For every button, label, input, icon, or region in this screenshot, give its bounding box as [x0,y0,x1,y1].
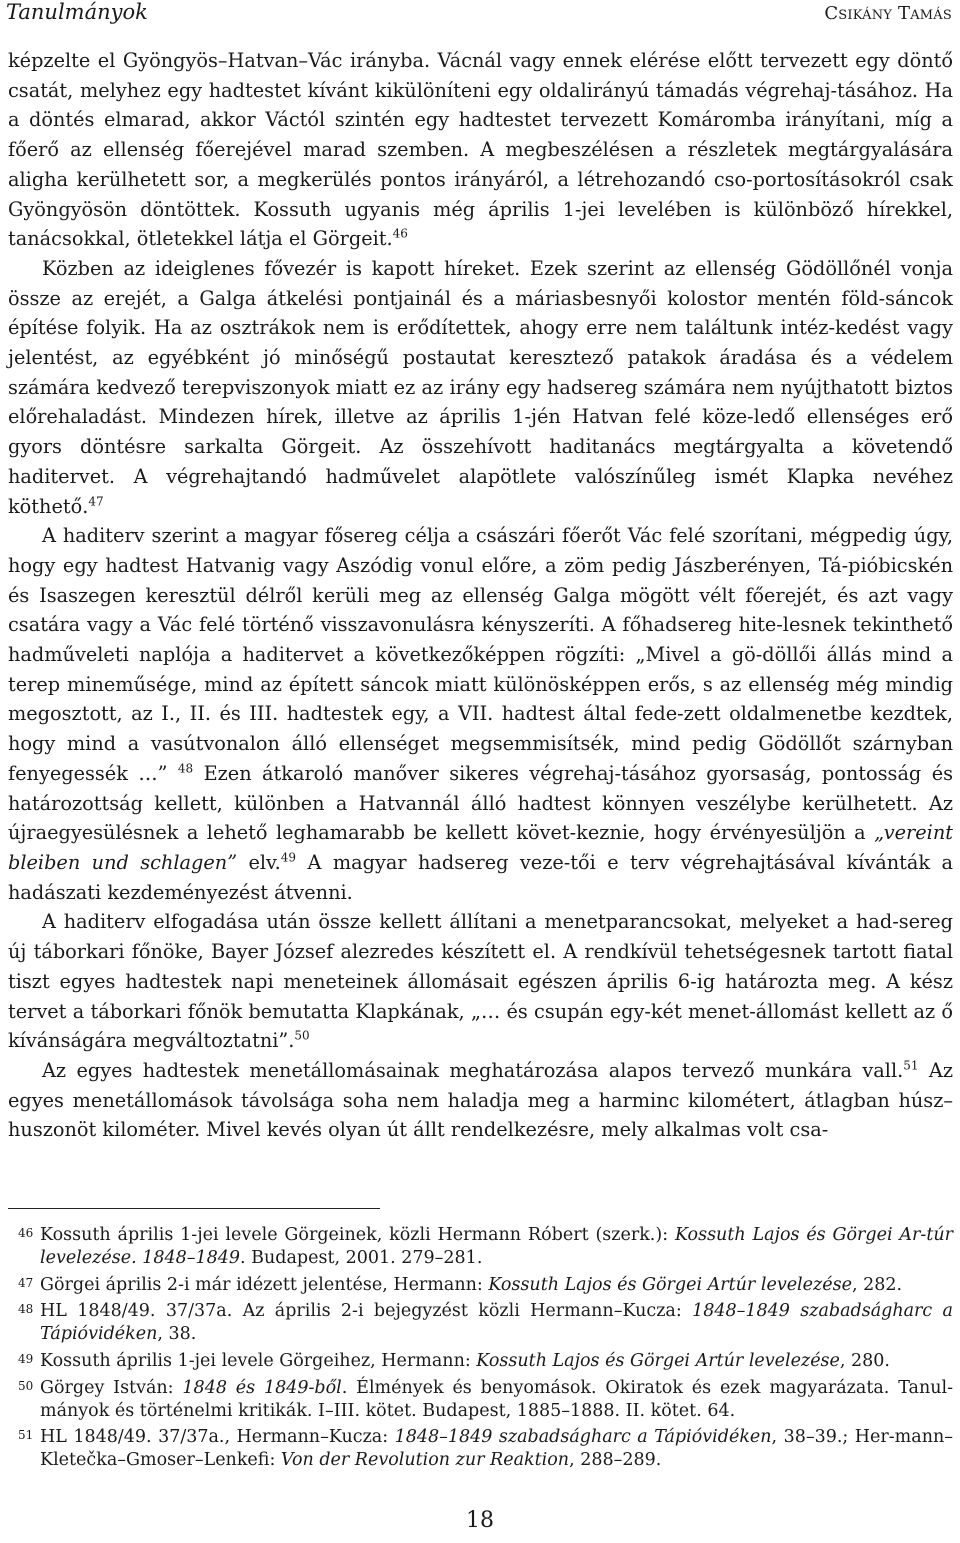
footnote-number: 50 [18,1378,34,1393]
footnote-ref: 51 [903,1058,919,1073]
paragraph [8,254,953,521]
footnote-text [40,1377,953,1423]
text-run: Görgei április 2-i már idézett jelentése, Hermann: [40,1274,489,1295]
text-run: Kossuth április 1-jei levele Görgeinek, közli Hermann Róbert (szerk.): [40,1225,675,1245]
paragraph [8,46,953,254]
text-run: , 280. [839,1350,890,1371]
footnote-number: 51 [18,1428,34,1443]
footnote-number: 49 [18,1351,34,1366]
footnote-number: 48 [18,1302,34,1317]
text-run: Ezen átkaroló manőver sikeres végrehaj-tásához gyorsaság, pontosság és határozottság kellett, különben a Hatvannál álló hadtest könnyen veszélybe kerülhetett. Az újraegyesülésnek a lehető leghamarabb be kellett követ-keznie, hogy érvényesüljön a [8,761,953,845]
footnote [8,1426,953,1472]
paragraph [8,1056,953,1145]
text-run: . Élmények és benyomások. Okiratok és ezek magyarázata. Tanul-mányok és történelmi kritikák. I–III. kötet. Budapest, 1885–1888. II. kötet. 64. [40,1377,953,1421]
footnote-ref: 47 [88,494,104,509]
footnote-ref: 48 [177,761,194,776]
text-run: . Budapest, 2001. 279–281. [240,1247,483,1268]
text-run: A haditerv elfogadása után össze kellett állítani a menetparancsokat, melyeket a had-sereg új táborkari főnöke, Bayer József alezredes készített el. A rendkívül tehetségesnek tartott fiatal tiszt egyes hadtestek napi meneteinek állomásait egészen április 6-ig határozta meg. A kész tervet a táborkari főnök bemutatta Klapkának, „… és csupán egy-két menet-állomást kellett az ő kívánságára megváltoztatni”. [8,910,953,1053]
text-run: , 38–39.; Her-mann–Kletečka–Gmoser–Lenkefi: [40,1427,953,1471]
footnote [8,1274,953,1297]
italic-text: 1848–1849 szabadságharc a Tápióvidéken [394,1427,772,1448]
footnotes [8,1224,953,1476]
text-run: A magyar hadsereg veze-tői e terv végrehajtásával kívánták a hadászati kezdeményezést átvenni. [8,850,953,904]
text-run: Az egyes menetállomások távolsága soha nem haladja meg a harminc kilométert, átlagban húsz–huszonöt kilométer. Mivel kevés olyan út állt rendelkezésre, mely alkalmas volt csa- [8,1058,953,1142]
italic-text: 1848 és 1849-ből [182,1377,342,1398]
author-name: Csikány Tamás [824,3,952,24]
footnote-text [40,1426,953,1472]
text-run: Görgey István: [40,1377,183,1398]
footnote-separator [8,1208,380,1209]
footnote-text [40,1350,953,1373]
text-run: Az egyes hadtestek menetállomásainak meghatározása alapos tervező munkára vall. [42,1058,904,1082]
footnote-text [40,1300,953,1346]
text-run: elv. [237,850,281,874]
italic-text: „vereint bleiben und schlagen” [8,821,953,874]
text-run: HL 1848/49. 37/37a. Az április 2-i bejegyzést közli Hermann–Kucza: [40,1301,693,1322]
text-run: képzelte el Gyöngyös–Hatvan–Vác irányba. Vácnál vagy ennek elérése előtt tervezett egy döntő csatát, melyhez egy hadtestet kívánt kikülöníteni egy oldalirányú támadás végrehaj-tásához. Ha a döntés elmarad, akkor Váctól szintén egy hadtestet tervezett Komáromba irányítani, míg a főerő az ellenség főerejével marad szemben. A megbeszélésen a részletek megtárgyalására aligha kerülhetett sor, a megkerülés pontos irányáról, a létrehozandó cso-portosításokról csak Gyöngyösön döntöttek. Kossuth ugyanis még április 1-jei levelében is különböző hírekkel, tanácsokkal, ötletekkel látja el Görgeit. [8,49,953,251]
footnote-ref: 46 [392,226,408,241]
footnote [8,1224,953,1270]
footnote-text [40,1274,953,1297]
footnote-ref: 50 [294,1028,310,1043]
text-run: , 288–289. [569,1450,662,1471]
text-run: HL 1848/49. 37/37a., Hermann–Kucza: [40,1427,395,1448]
footnote [8,1300,953,1346]
paragraph [8,907,953,1056]
italic-text: Kossuth Lajos és Görgei Artúr levelezése [488,1274,852,1295]
body-text [8,46,953,1145]
footnote-ref: 49 [280,850,297,865]
italic-text: Kossuth Lajos és Görgei Ar-túr levelezése. 1848–1849 [40,1225,953,1268]
italic-text: 1848–1849 szabadságharc a Tápióvidéken [40,1301,953,1345]
footnote [8,1377,953,1423]
footnote-number: 46 [18,1226,34,1240]
footnote-number: 47 [18,1275,34,1290]
text-run: Kossuth április 1-jei levele Görgeihez, Hermann: [40,1350,477,1371]
text-run: , 38. [157,1324,197,1345]
text-run: A haditerv szerint a magyar fősereg célja a császári főerőt Vác felé szorítani, mégpedig úgy, hogy egy hadtest Hatvanig vagy Aszódig vonul előre, a zöm pedig Jászberényen, Tá-pióbicskén és Isaszegen keresztül délről kerüli meg az ellenség Galga mögött vélt főerejét, és azt vagy csatára vagy a Vác felé történő visszavonulásra kényszeríti. A főhadsereg hite-lesnek tekinthető hadműveleti naplója a haditervet a következőképpen rögzíti: „Mivel a gö-döllői állás mind a terep mineműsége, mind az épített sáncok miatt különösképpen erős, s az ellenség még mindig megosztott, az I., II. és III. hadtestek egy, a VII. hadtest által fede-zett oldalmenetbe kezdtek, hogy mind a vasútvonalon álló ellenséget megsemmisítsék, mind pedig Gödöllőt szárnyban fenyegessék …” [8,524,953,785]
italic-text: Kossuth Lajos és Görgei Artúr levelezése [476,1350,840,1371]
section-title: Tanulmányok [6,0,148,24]
text-run: , 282. [851,1274,903,1295]
text-run: Közben az ideiglenes fővezér is kapott híreket. Ezek szerint az ellenség Gödöllőnél vonja össze az erejét, a Galga átkelési pontjainál és a máriasbesnyői kolostor mentén föld-sáncok építése folyik. Ha az osztrákok nem is erődítettek, ahogy erre nem találtunk intéz-kedést vagy jelentést, az egyébként jó minőségű postautat keresztező patakok áradása és a védelem számára kedvező terepviszonyok miatt ez az irány egy hadsereg számára nem nyújthatott biztos előrehaladást. Mindezen hírek, illetve az április 1-jén Hatvan felé köze-ledő ellenséges erő gyors döntésre sarkalta Görgeit. Az összehívott haditanács megtárgyalta a követendő haditervet. A végrehajtandó hadművelet alapötlete valószínűleg ismét Klapka nevéhez köthető. [8,256,953,518]
running-head [6,0,952,32]
footnote-text [40,1224,953,1270]
paragraph [8,521,953,907]
footnote [8,1350,953,1373]
italic-text: Von der Revolution zur Reaktion [280,1450,570,1471]
page-number: 18 [466,1508,494,1533]
